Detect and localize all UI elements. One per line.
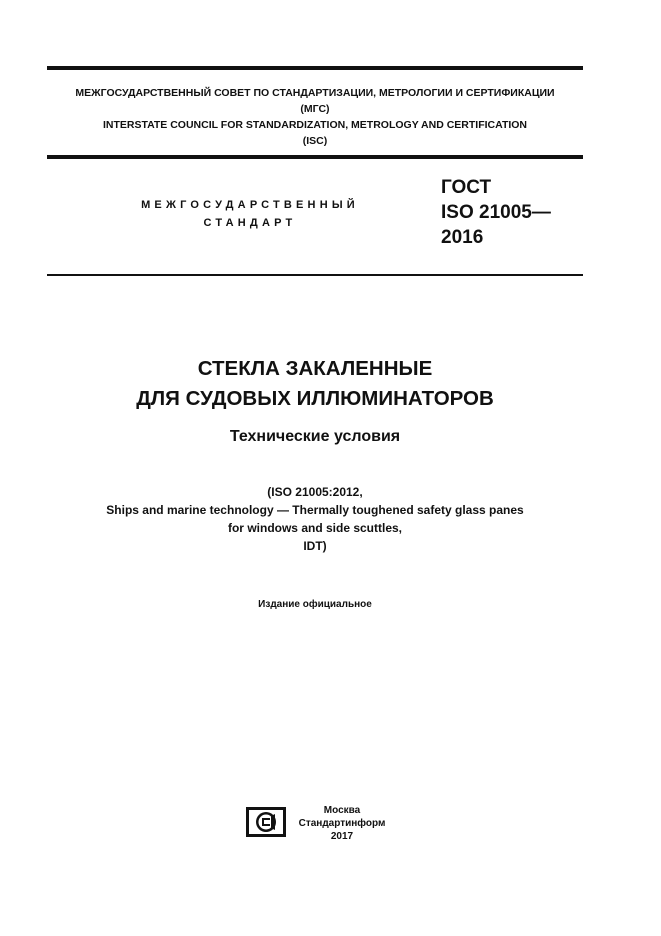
- gost-line1: ГОСТ: [441, 177, 492, 198]
- council-ru-name: МЕЖГОСУДАРСТВЕННЫЙ СОВЕТ ПО СТАНДАРТИЗАЦИИ, МЕТРОЛОГИИ И СЕРТИФИКАЦИИ: [75, 87, 555, 99]
- iso-ref-line1: (ISO 21005:2012,: [267, 485, 363, 499]
- council-en-abbr: (ISC): [302, 135, 328, 147]
- standard-type-line2: СТАНДАРТ: [203, 217, 297, 229]
- gost-line2: ISO 21005—: [441, 202, 551, 223]
- top-rule: [47, 66, 583, 70]
- document-subtitle: Технические условия: [229, 428, 401, 445]
- iso-reference: [47, 483, 583, 555]
- council-ru-abbr: (МГС): [300, 103, 330, 115]
- standartinform-logo-icon: [246, 807, 286, 837]
- header-bottom-rule: [47, 155, 583, 159]
- title-line1: СТЕКЛА ЗАКАЛЕННЫЕ: [197, 357, 433, 380]
- edition-note: Издание официальное: [258, 599, 372, 610]
- designation-bottom-rule: [47, 274, 583, 276]
- title-line2: ДЛЯ СУДОВЫХ ИЛЛЮМИНАТОРОВ: [136, 387, 494, 410]
- standard-type-line1: МЕЖГОСУДАРСТВЕННЫЙ: [141, 199, 359, 211]
- gost-line3: 2016: [441, 227, 484, 248]
- iso-ref-line3: for windows and side scuttles,: [227, 521, 403, 535]
- council-header: [47, 85, 583, 149]
- publisher-name: Стандартинформ: [298, 818, 386, 829]
- council-en-name: INTERSTATE COUNCIL FOR STANDARDIZATION, METROLOGY AND CERTIFICATION: [102, 119, 528, 131]
- publication-year: 2017: [330, 831, 354, 842]
- publisher-city: Москва: [323, 805, 361, 816]
- iso-ref-line4: IDT): [303, 539, 327, 553]
- publisher-imprint: [292, 804, 392, 843]
- iso-ref-line2: Ships and marine technology — Thermally toughened safety glass panes: [106, 503, 524, 517]
- document-title: [47, 354, 583, 414]
- standard-type-label: [100, 196, 400, 232]
- gost-designation: [441, 175, 551, 250]
